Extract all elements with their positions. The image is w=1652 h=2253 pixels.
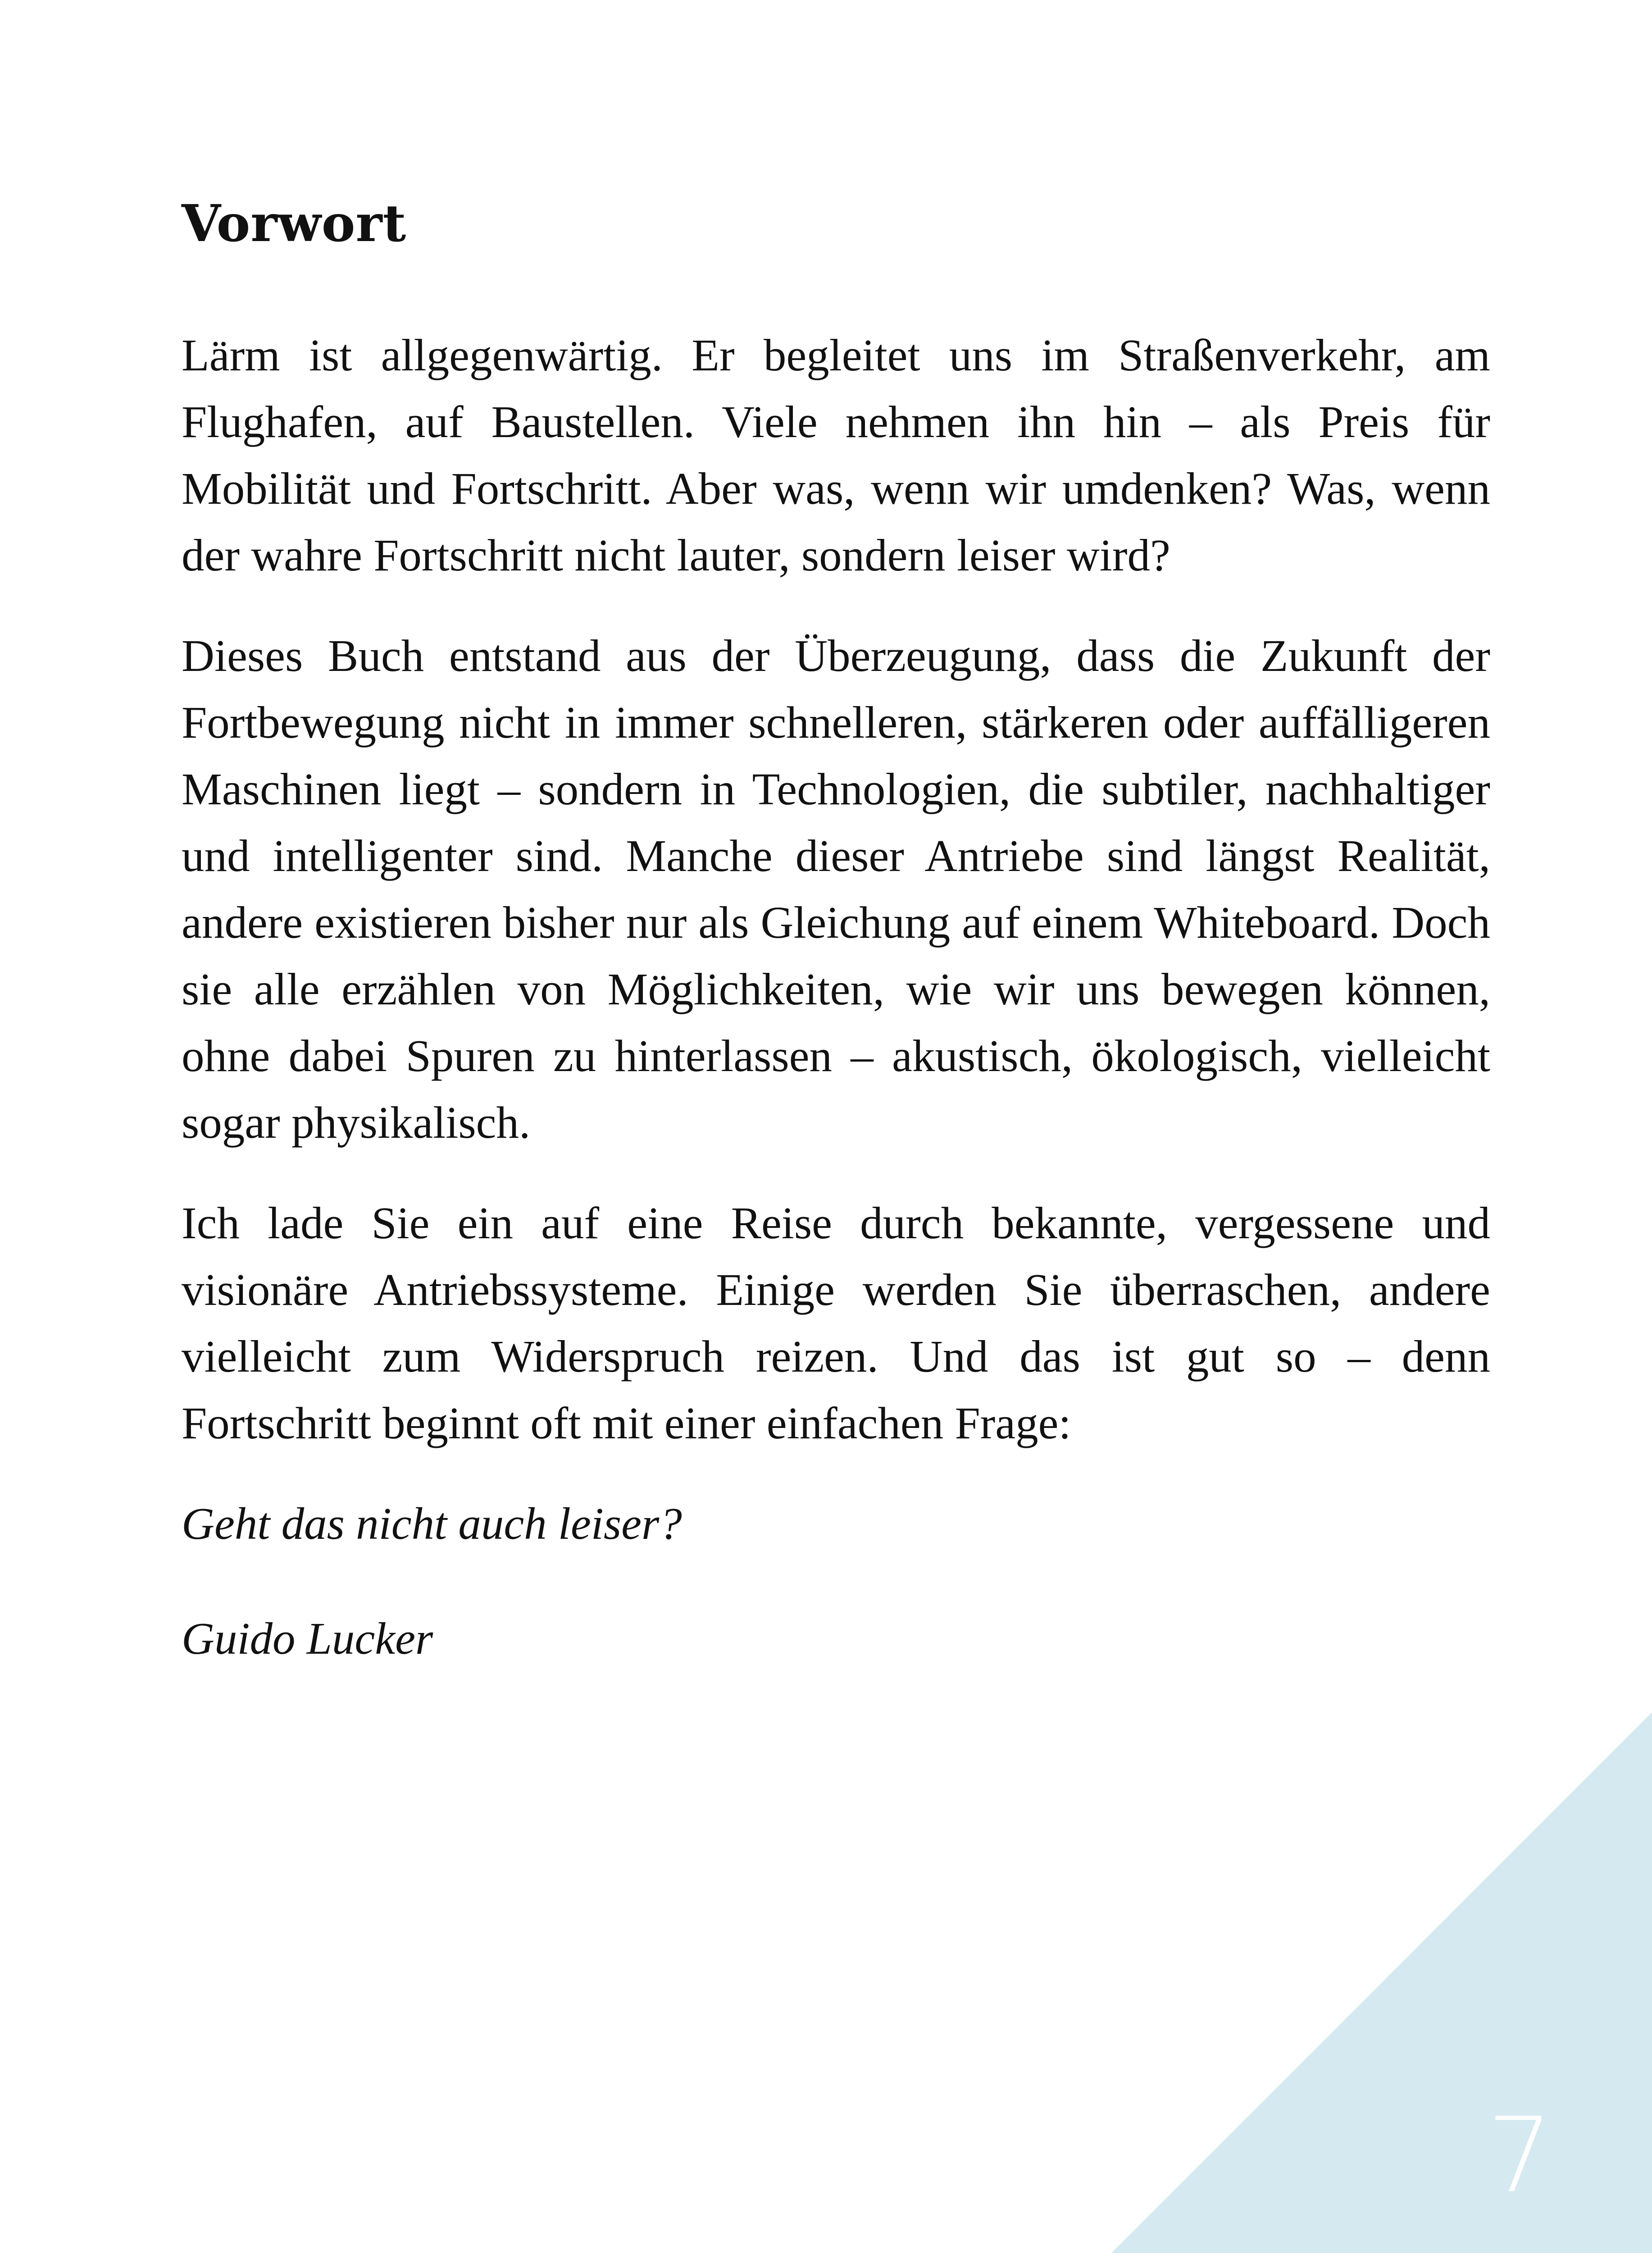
paragraph-1: Lärm ist allgegenwärtig. Er begleitet uns im Straßenverkehr, am Flughafen, auf Baustellen. Viele nehmen ihn hin – als Preis für Mobilität und Fortschritt. Aber was, wenn wir umdenken? Was, wenn der wahre Fortschritt nicht lauter, sondern leiser wird?: [182, 330, 1490, 581]
paragraph-2: Dieses Buch entstand aus der Überzeugung, dass die Zukunft der Fortbewegung nicht in immer schnelleren, stärkeren oder auffälligeren Maschinen liegt – sondern in Technologien, die subtiler, nachhaltiger und intelligenter sind. Manche dieser Antriebe sind längst Realität, andere existieren bisher nur als Gleichung auf einem Whiteboard. Doch sie alle erzählen von Möglichkeiten, wie wir uns bewegen können, ohne dabei Spuren zu hinterlassen – akustisch, ökologisch, vielleicht sogar physikalisch.: [182, 630, 1490, 1148]
chapter-heading: Vorwort: [182, 194, 407, 253]
page-number: 7: [1487, 2096, 1553, 2216]
corner-triangle-decoration: [1021, 1712, 1652, 2253]
page-content: [182, 194, 1490, 1720]
closing-question: Geht das nicht auch leiser?: [182, 1498, 682, 1549]
author-signature: Guido Lucker: [182, 1613, 433, 1664]
paragraph-3: Ich lade Sie ein auf eine Reise durch bekannte, vergessene und visionäre Antriebssysteme. Einige werden Sie überraschen, andere vielleicht zum Widerspruch reizen. Und das ist gut so – denn Fortschritt beginnt oft mit einer einfachen Frage:: [182, 1198, 1490, 1449]
corner-triangle-shape: [1021, 1712, 1652, 2253]
